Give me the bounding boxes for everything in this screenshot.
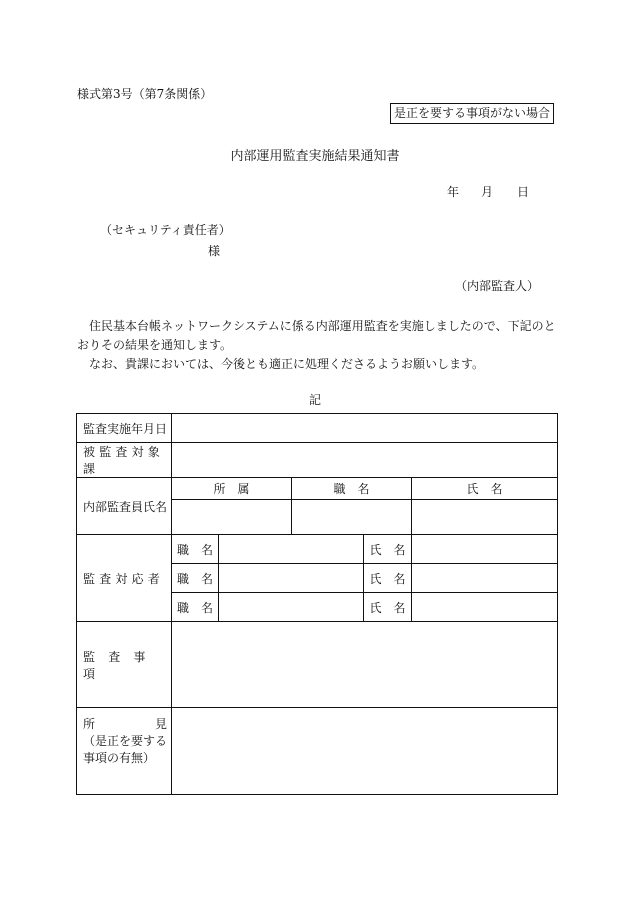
findings-label-1: 所	[83, 717, 96, 731]
audited-section-value[interactable]	[172, 443, 558, 478]
col-name: 氏 名	[412, 478, 558, 500]
form-number: 様式第3号（第7条関係）	[77, 87, 213, 101]
date-line	[447, 183, 529, 200]
responder-name-value[interactable]	[412, 564, 558, 593]
record-label: 記	[308, 393, 321, 407]
audit-items-label: 監査事項	[77, 622, 172, 708]
sender-auditor: （内部監査人）	[455, 279, 540, 293]
auditor-name-value[interactable]	[412, 500, 558, 535]
responder-title-value[interactable]	[219, 564, 364, 593]
row-findings	[77, 708, 558, 795]
body-text	[77, 317, 567, 374]
date-day: 日	[517, 185, 530, 199]
col-affiliation: 所 属	[172, 478, 292, 500]
audit-items-value[interactable]	[172, 622, 558, 708]
responder-name-value[interactable]	[412, 593, 558, 622]
auditor-affiliation-value[interactable]	[172, 500, 292, 535]
findings-label-row	[83, 716, 167, 733]
row-responder-1	[77, 535, 558, 564]
responder-name-label: 氏 名	[364, 535, 412, 564]
audit-date-label: 監査実施年月日	[77, 414, 172, 443]
responder-title-value[interactable]	[219, 535, 364, 564]
recipient-role: （セキュリティ責任者）	[100, 223, 231, 237]
audit-date-value[interactable]	[172, 414, 558, 443]
row-audit-items	[77, 622, 558, 708]
row-auditor-header	[77, 478, 558, 500]
recipient-honorific: 様	[208, 244, 221, 258]
document-title: 内部運用監査実施結果通知書	[230, 149, 400, 164]
findings-label-3: （是正を要する	[83, 734, 168, 748]
row-audited-section	[77, 443, 558, 478]
findings-label-4: 事項の有無）	[83, 751, 156, 765]
date-month: 月	[481, 185, 494, 199]
findings-value[interactable]	[172, 708, 558, 795]
responder-name-value[interactable]	[412, 535, 558, 564]
body-line-1: 住民基本台帳ネットワークシステムに係る内部運用監査を実施しましたので、下記のとおりその結果を通知します。	[77, 319, 556, 352]
responder-name-label: 氏 名	[364, 564, 412, 593]
row-audit-date	[77, 414, 558, 443]
responder-title-label: 職 名	[172, 564, 219, 593]
findings-label-2: 見	[154, 717, 167, 731]
col-title: 職 名	[292, 478, 412, 500]
responder-title-label: 職 名	[172, 593, 219, 622]
responder-title-value[interactable]	[219, 593, 364, 622]
responder-label: 監査対応者	[77, 535, 172, 622]
body-line-2: なお、貴課においては、今後とも適正に処理くださるようお願いします。	[89, 357, 485, 371]
auditor-title-value[interactable]	[292, 500, 412, 535]
notice-box: 是正を要する事項がない場合	[390, 103, 554, 124]
responder-title-label: 職 名	[172, 535, 219, 564]
date-year: 年	[447, 185, 460, 199]
responder-name-label: 氏 名	[364, 593, 412, 622]
findings-label	[77, 708, 172, 795]
auditor-name-label: 内部監査員氏名	[77, 478, 172, 535]
audit-table	[76, 413, 558, 795]
audited-section-label: 被監査対象課	[77, 443, 172, 478]
